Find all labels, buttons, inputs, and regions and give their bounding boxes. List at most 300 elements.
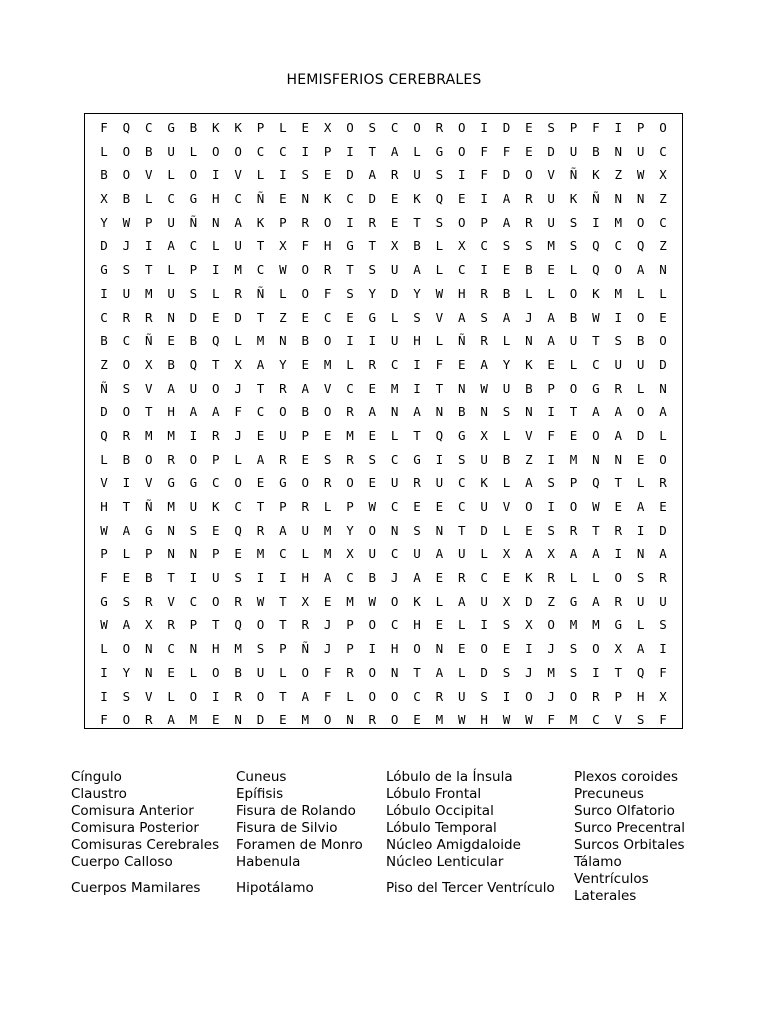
- grid-cell: E: [457, 191, 466, 207]
- grid-cell: W: [368, 499, 377, 514]
- grid-cell: S: [547, 120, 555, 135]
- grid-cell: C: [144, 120, 153, 135]
- grid-cell: Z: [279, 309, 287, 325]
- grid-cell: X: [279, 238, 287, 254]
- grid-cell: D: [346, 167, 354, 183]
- grid-cell: X: [144, 617, 153, 633]
- grid-cell: H: [457, 285, 466, 301]
- grid-cell: E: [323, 167, 332, 183]
- grid-cell: A: [167, 380, 175, 396]
- grid-cell: N: [435, 522, 444, 538]
- grid-cell: N: [279, 333, 287, 349]
- grid-cell: C: [346, 191, 354, 207]
- grid-cell: F: [480, 143, 488, 159]
- grid-cell: N: [167, 522, 175, 538]
- grid-cell: O: [279, 404, 287, 420]
- grid-cell: U: [256, 664, 265, 680]
- grid-cell: B: [636, 333, 645, 349]
- word-list-item: Precuneus: [574, 786, 644, 802]
- grid-cell: B: [525, 262, 533, 278]
- grid-cell: A: [279, 522, 287, 538]
- grid-cell: R: [122, 427, 131, 443]
- grid-cell: A: [502, 214, 511, 230]
- grid-cell: R: [346, 404, 354, 420]
- grid-cell: M: [614, 214, 623, 230]
- grid-cell: G: [144, 522, 153, 538]
- grid-cell: I: [122, 475, 131, 491]
- grid-cell: L: [659, 285, 667, 301]
- grid-cell: I: [480, 262, 488, 278]
- grid-cell: E: [525, 120, 533, 135]
- grid-cell: M: [256, 333, 265, 349]
- grid-cell: H: [390, 641, 399, 657]
- grid-cell: T: [368, 143, 377, 159]
- grid-cell: E: [502, 262, 511, 278]
- grid-cell: B: [502, 285, 511, 301]
- grid-cell: L: [122, 546, 131, 562]
- grid-cell: A: [167, 712, 175, 728]
- grid-cell: C: [279, 143, 287, 159]
- grid-cell: O: [301, 475, 309, 491]
- grid-row: [94, 187, 673, 211]
- grid-cell: B: [502, 451, 511, 467]
- grid-cell: Ñ: [256, 285, 265, 301]
- word-list-item: Habenula: [236, 854, 301, 870]
- grid-cell: J: [525, 664, 533, 680]
- grid-cell: R: [525, 214, 533, 230]
- grid-cell: G: [189, 475, 198, 491]
- grid-cell: A: [457, 309, 466, 325]
- grid-cell: F: [323, 688, 332, 704]
- grid-cell: T: [144, 262, 153, 278]
- grid-cell: E: [413, 499, 421, 514]
- grid-cell: R: [368, 214, 377, 230]
- grid-cell: G: [569, 593, 578, 609]
- grid-cell: I: [279, 167, 287, 183]
- grid-cell: U: [480, 593, 488, 609]
- grid-cell: A: [167, 238, 175, 254]
- grid-cell: A: [636, 499, 645, 514]
- grid-cell: P: [144, 214, 153, 230]
- grid-cell: W: [100, 522, 108, 538]
- grid-cell: Ñ: [457, 333, 466, 349]
- grid-cell: O: [323, 712, 332, 728]
- grid-cell: X: [659, 688, 667, 704]
- grid-cell: N: [390, 522, 399, 538]
- grid-cell: N: [525, 333, 533, 349]
- grid-cell: T: [413, 214, 421, 230]
- grid-cell: O: [569, 285, 578, 301]
- grid-cell: B: [122, 191, 131, 207]
- grid-row: [94, 116, 673, 140]
- grid-cell: Z: [659, 191, 667, 207]
- grid-cell: D: [547, 143, 555, 159]
- grid-cell: O: [413, 641, 421, 657]
- grid-cell: Q: [592, 262, 600, 278]
- grid-cell: L: [413, 143, 421, 159]
- grid-cell: R: [614, 522, 623, 538]
- grid-cell: R: [413, 475, 421, 491]
- grid-cell: V: [502, 499, 511, 514]
- grid-cell: I: [525, 641, 533, 657]
- grid-cell: V: [144, 688, 153, 704]
- grid-cell: N: [614, 451, 623, 467]
- grid-cell: O: [256, 617, 265, 633]
- word-list-item: Fisura de Rolando: [236, 803, 356, 819]
- grid-cell: Z: [525, 451, 533, 467]
- grid-cell: M: [144, 285, 153, 301]
- grid-cell: V: [614, 712, 623, 728]
- grid-cell: H: [100, 499, 108, 514]
- grid-cell: I: [279, 570, 287, 586]
- grid-cell: P: [189, 617, 198, 633]
- grid-cell: C: [234, 191, 242, 207]
- grid-cell: W: [435, 285, 444, 301]
- grid-row: [94, 566, 673, 590]
- grid-cell: S: [502, 617, 511, 633]
- grid-cell: Y: [413, 285, 421, 301]
- grid-cell: R: [256, 522, 265, 538]
- grid-cell: V: [435, 309, 444, 325]
- grid-cell: H: [301, 570, 309, 586]
- grid-cell: M: [323, 356, 332, 372]
- grid-cell: S: [547, 475, 555, 491]
- word-list-item: Lóbulo de la Ínsula: [386, 769, 513, 785]
- grid-cell: O: [636, 309, 645, 325]
- grid-cell: F: [547, 712, 555, 728]
- grid-cell: B: [144, 570, 153, 586]
- grid-cell: M: [167, 427, 175, 443]
- grid-cell: F: [100, 570, 108, 586]
- grid-cell: E: [279, 712, 287, 728]
- grid-cell: T: [279, 688, 287, 704]
- grid-cell: R: [167, 451, 175, 467]
- grid-cell: G: [100, 593, 108, 609]
- grid-cell: S: [368, 120, 377, 135]
- grid-cell: I: [189, 427, 198, 443]
- word-list-item: Surco Olfatorio: [574, 803, 675, 819]
- grid-cell: A: [614, 427, 623, 443]
- grid-cell: P: [212, 451, 220, 467]
- grid-cell: C: [279, 546, 287, 562]
- grid-cell: U: [301, 522, 309, 538]
- grid-cell: B: [189, 120, 198, 135]
- grid-cell: L: [212, 285, 220, 301]
- grid-cell: W: [592, 309, 600, 325]
- grid-row: [94, 495, 673, 519]
- grid-cell: B: [100, 167, 108, 183]
- grid-cell: A: [368, 167, 377, 183]
- grid-cell: K: [592, 285, 600, 301]
- grid-cell: G: [100, 262, 108, 278]
- grid-row: [94, 258, 673, 282]
- grid-cell: P: [279, 499, 287, 514]
- grid-cell: S: [122, 262, 131, 278]
- grid-cell: Q: [234, 522, 242, 538]
- grid-cell: R: [144, 712, 153, 728]
- grid-cell: O: [189, 167, 198, 183]
- word-list-item: Plexos coroides: [574, 769, 678, 785]
- grid-cell: E: [368, 427, 377, 443]
- grid-cell: K: [592, 167, 600, 183]
- word-list-item: Surcos Orbitales: [574, 837, 685, 853]
- grid-cell: C: [592, 356, 600, 372]
- grid-cell: C: [659, 143, 667, 159]
- grid-cell: A: [614, 404, 623, 420]
- word-list-item: Cuerpo Calloso: [71, 854, 173, 870]
- grid-cell: S: [614, 333, 623, 349]
- grid-cell: U: [480, 451, 488, 467]
- grid-cell: U: [167, 143, 175, 159]
- grid-cell: G: [592, 380, 600, 396]
- grid-cell: K: [480, 475, 488, 491]
- grid-cell: E: [547, 262, 555, 278]
- grid-cell: V: [167, 593, 175, 609]
- grid-cell: A: [212, 404, 220, 420]
- grid-cell: Q: [234, 617, 242, 633]
- grid-cell: P: [547, 380, 555, 396]
- grid-cell: E: [614, 499, 623, 514]
- grid-cell: Y: [100, 214, 108, 230]
- grid-row: [94, 163, 673, 187]
- grid-cell: E: [636, 451, 645, 467]
- grid-cell: O: [614, 262, 623, 278]
- grid-row: [94, 471, 673, 495]
- grid-cell: A: [122, 617, 131, 633]
- grid-cell: A: [189, 404, 198, 420]
- grid-cell: A: [413, 404, 421, 420]
- grid-cell: F: [592, 120, 600, 135]
- grid-cell: R: [569, 522, 578, 538]
- word-list-item: Núcleo Amigdaloide: [386, 837, 521, 853]
- grid-cell: D: [502, 167, 511, 183]
- grid-cell: O: [525, 499, 533, 514]
- grid-cell: I: [659, 641, 667, 657]
- grid-row: [94, 661, 673, 685]
- grid-cell: H: [212, 641, 220, 657]
- grid-cell: G: [435, 143, 444, 159]
- grid-cell: L: [167, 167, 175, 183]
- grid-row: [94, 140, 673, 164]
- grid-cell: G: [368, 309, 377, 325]
- grid-cell: O: [636, 214, 645, 230]
- grid-cell: Ñ: [144, 499, 153, 514]
- grid-cell: U: [636, 356, 645, 372]
- grid-row: [94, 211, 673, 235]
- grid-cell: X: [502, 593, 511, 609]
- grid-cell: L: [457, 664, 466, 680]
- grid-cell: N: [144, 641, 153, 657]
- grid-cell: U: [636, 143, 645, 159]
- grid-cell: U: [547, 191, 555, 207]
- grid-cell: N: [480, 404, 488, 420]
- grid-cell: T: [256, 238, 265, 254]
- grid-cell: Z: [659, 238, 667, 254]
- grid-cell: E: [502, 641, 511, 657]
- grid-cell: O: [212, 593, 220, 609]
- grid-cell: I: [547, 451, 555, 467]
- grid-cell: F: [100, 120, 108, 135]
- grid-cell: M: [301, 712, 309, 728]
- grid-cell: L: [100, 641, 108, 657]
- grid-cell: W: [256, 593, 265, 609]
- grid-cell: L: [390, 427, 399, 443]
- grid-cell: U: [457, 688, 466, 704]
- grid-cell: Y: [502, 356, 511, 372]
- grid-cell: N: [525, 404, 533, 420]
- grid-cell: I: [457, 167, 466, 183]
- grid-cell: T: [122, 499, 131, 514]
- grid-cell: Z: [100, 356, 108, 372]
- grid-cell: S: [435, 214, 444, 230]
- grid-cell: O: [323, 404, 332, 420]
- grid-cell: L: [547, 285, 555, 301]
- grid-cell: A: [323, 570, 332, 586]
- grid-cell: S: [569, 641, 578, 657]
- grid-cell: T: [212, 356, 220, 372]
- grid-cell: C: [659, 214, 667, 230]
- grid-cell: A: [301, 380, 309, 396]
- grid-cell: I: [212, 167, 220, 183]
- grid-cell: Q: [435, 427, 444, 443]
- grid-cell: B: [301, 333, 309, 349]
- grid-cell: O: [457, 143, 466, 159]
- grid-cell: O: [346, 120, 354, 135]
- grid-cell: N: [390, 404, 399, 420]
- grid-cell: L: [435, 238, 444, 254]
- grid-cell: O: [390, 688, 399, 704]
- grid-cell: O: [256, 688, 265, 704]
- grid-cell: O: [323, 214, 332, 230]
- grid-cell: L: [569, 356, 578, 372]
- grid-cell: E: [212, 522, 220, 538]
- grid-cell: N: [144, 664, 153, 680]
- grid-cell: S: [122, 593, 131, 609]
- grid-cell: T: [413, 664, 421, 680]
- grid-cell: G: [413, 451, 421, 467]
- grid-cell: R: [592, 688, 600, 704]
- grid-cell: I: [100, 285, 108, 301]
- word-list-item: Tálamo: [574, 854, 622, 870]
- grid-cell: W: [525, 712, 533, 728]
- grid-cell: E: [390, 214, 399, 230]
- grid-cell: E: [167, 333, 175, 349]
- grid-cell: B: [189, 333, 198, 349]
- grid-cell: I: [547, 499, 555, 514]
- grid-cell: J: [525, 309, 533, 325]
- grid-cell: L: [301, 546, 309, 562]
- grid-row: [94, 424, 673, 448]
- grid-cell: G: [167, 120, 175, 135]
- grid-cell: L: [569, 570, 578, 586]
- grid-cell: O: [659, 333, 667, 349]
- grid-cell: F: [234, 404, 242, 420]
- word-list-item: Cuneus: [236, 769, 287, 785]
- grid-cell: T: [614, 664, 623, 680]
- grid-cell: Y: [122, 664, 131, 680]
- grid-cell: O: [122, 356, 131, 372]
- grid-cell: O: [636, 404, 645, 420]
- grid-cell: N: [614, 191, 623, 207]
- grid-cell: C: [122, 333, 131, 349]
- grid-cell: D: [100, 238, 108, 254]
- grid-cell: A: [592, 404, 600, 420]
- grid-cell: W: [502, 712, 511, 728]
- grid-cell: J: [547, 641, 555, 657]
- grid-cell: D: [256, 712, 265, 728]
- grid-cell: N: [301, 191, 309, 207]
- grid-cell: D: [368, 191, 377, 207]
- grid-cell: T: [256, 380, 265, 396]
- grid-cell: L: [636, 380, 645, 396]
- word-list-item: Lóbulo Frontal: [386, 786, 482, 802]
- grid-cell: A: [234, 214, 242, 230]
- grid-cell: T: [435, 380, 444, 396]
- grid-cell: A: [547, 309, 555, 325]
- grid-cell: S: [256, 641, 265, 657]
- grid-cell: L: [279, 120, 287, 135]
- word-list-item: Hipotálamo: [236, 879, 314, 896]
- grid-cell: X: [525, 617, 533, 633]
- grid-cell: P: [636, 120, 645, 135]
- grid-cell: B: [122, 451, 131, 467]
- grid-cell: A: [480, 356, 488, 372]
- grid-cell: N: [636, 191, 645, 207]
- grid-cell: C: [189, 238, 198, 254]
- grid-cell: H: [167, 404, 175, 420]
- grid-cell: F: [502, 143, 511, 159]
- grid-cell: K: [569, 191, 578, 207]
- grid-cell: N: [659, 380, 667, 396]
- grid-cell: I: [435, 451, 444, 467]
- grid-cell: E: [525, 143, 533, 159]
- grid-cell: P: [212, 546, 220, 562]
- grid-cell: N: [234, 712, 242, 728]
- grid-cell: L: [636, 285, 645, 301]
- grid-cell: R: [167, 617, 175, 633]
- grid-cell: U: [636, 593, 645, 609]
- grid-cell: Y: [279, 356, 287, 372]
- grid-row: [94, 329, 673, 353]
- grid-cell: O: [569, 688, 578, 704]
- word-search-grid: [84, 113, 683, 729]
- grid-cell: S: [413, 522, 421, 538]
- grid-row: [94, 685, 673, 709]
- grid-cell: F: [323, 664, 332, 680]
- word-list-item: Surco Precentral: [574, 820, 685, 836]
- grid-cell: D: [189, 309, 198, 325]
- grid-cell: V: [525, 427, 533, 443]
- grid-cell: I: [368, 641, 377, 657]
- grid-cell: A: [659, 404, 667, 420]
- grid-cell: E: [457, 356, 466, 372]
- grid-cell: G: [189, 191, 198, 207]
- grid-cell: S: [413, 309, 421, 325]
- grid-cell: L: [480, 546, 488, 562]
- grid-cell: A: [122, 522, 131, 538]
- grid-cell: L: [100, 143, 108, 159]
- grid-row: [94, 306, 673, 330]
- grid-cell: L: [457, 617, 466, 633]
- grid-cell: U: [569, 333, 578, 349]
- grid-cell: U: [390, 475, 399, 491]
- grid-cell: C: [189, 593, 198, 609]
- grid-cell: T: [413, 427, 421, 443]
- grid-cell: I: [212, 688, 220, 704]
- grid-cell: O: [390, 712, 399, 728]
- grid-cell: S: [301, 167, 309, 183]
- grid-cell: S: [569, 664, 578, 680]
